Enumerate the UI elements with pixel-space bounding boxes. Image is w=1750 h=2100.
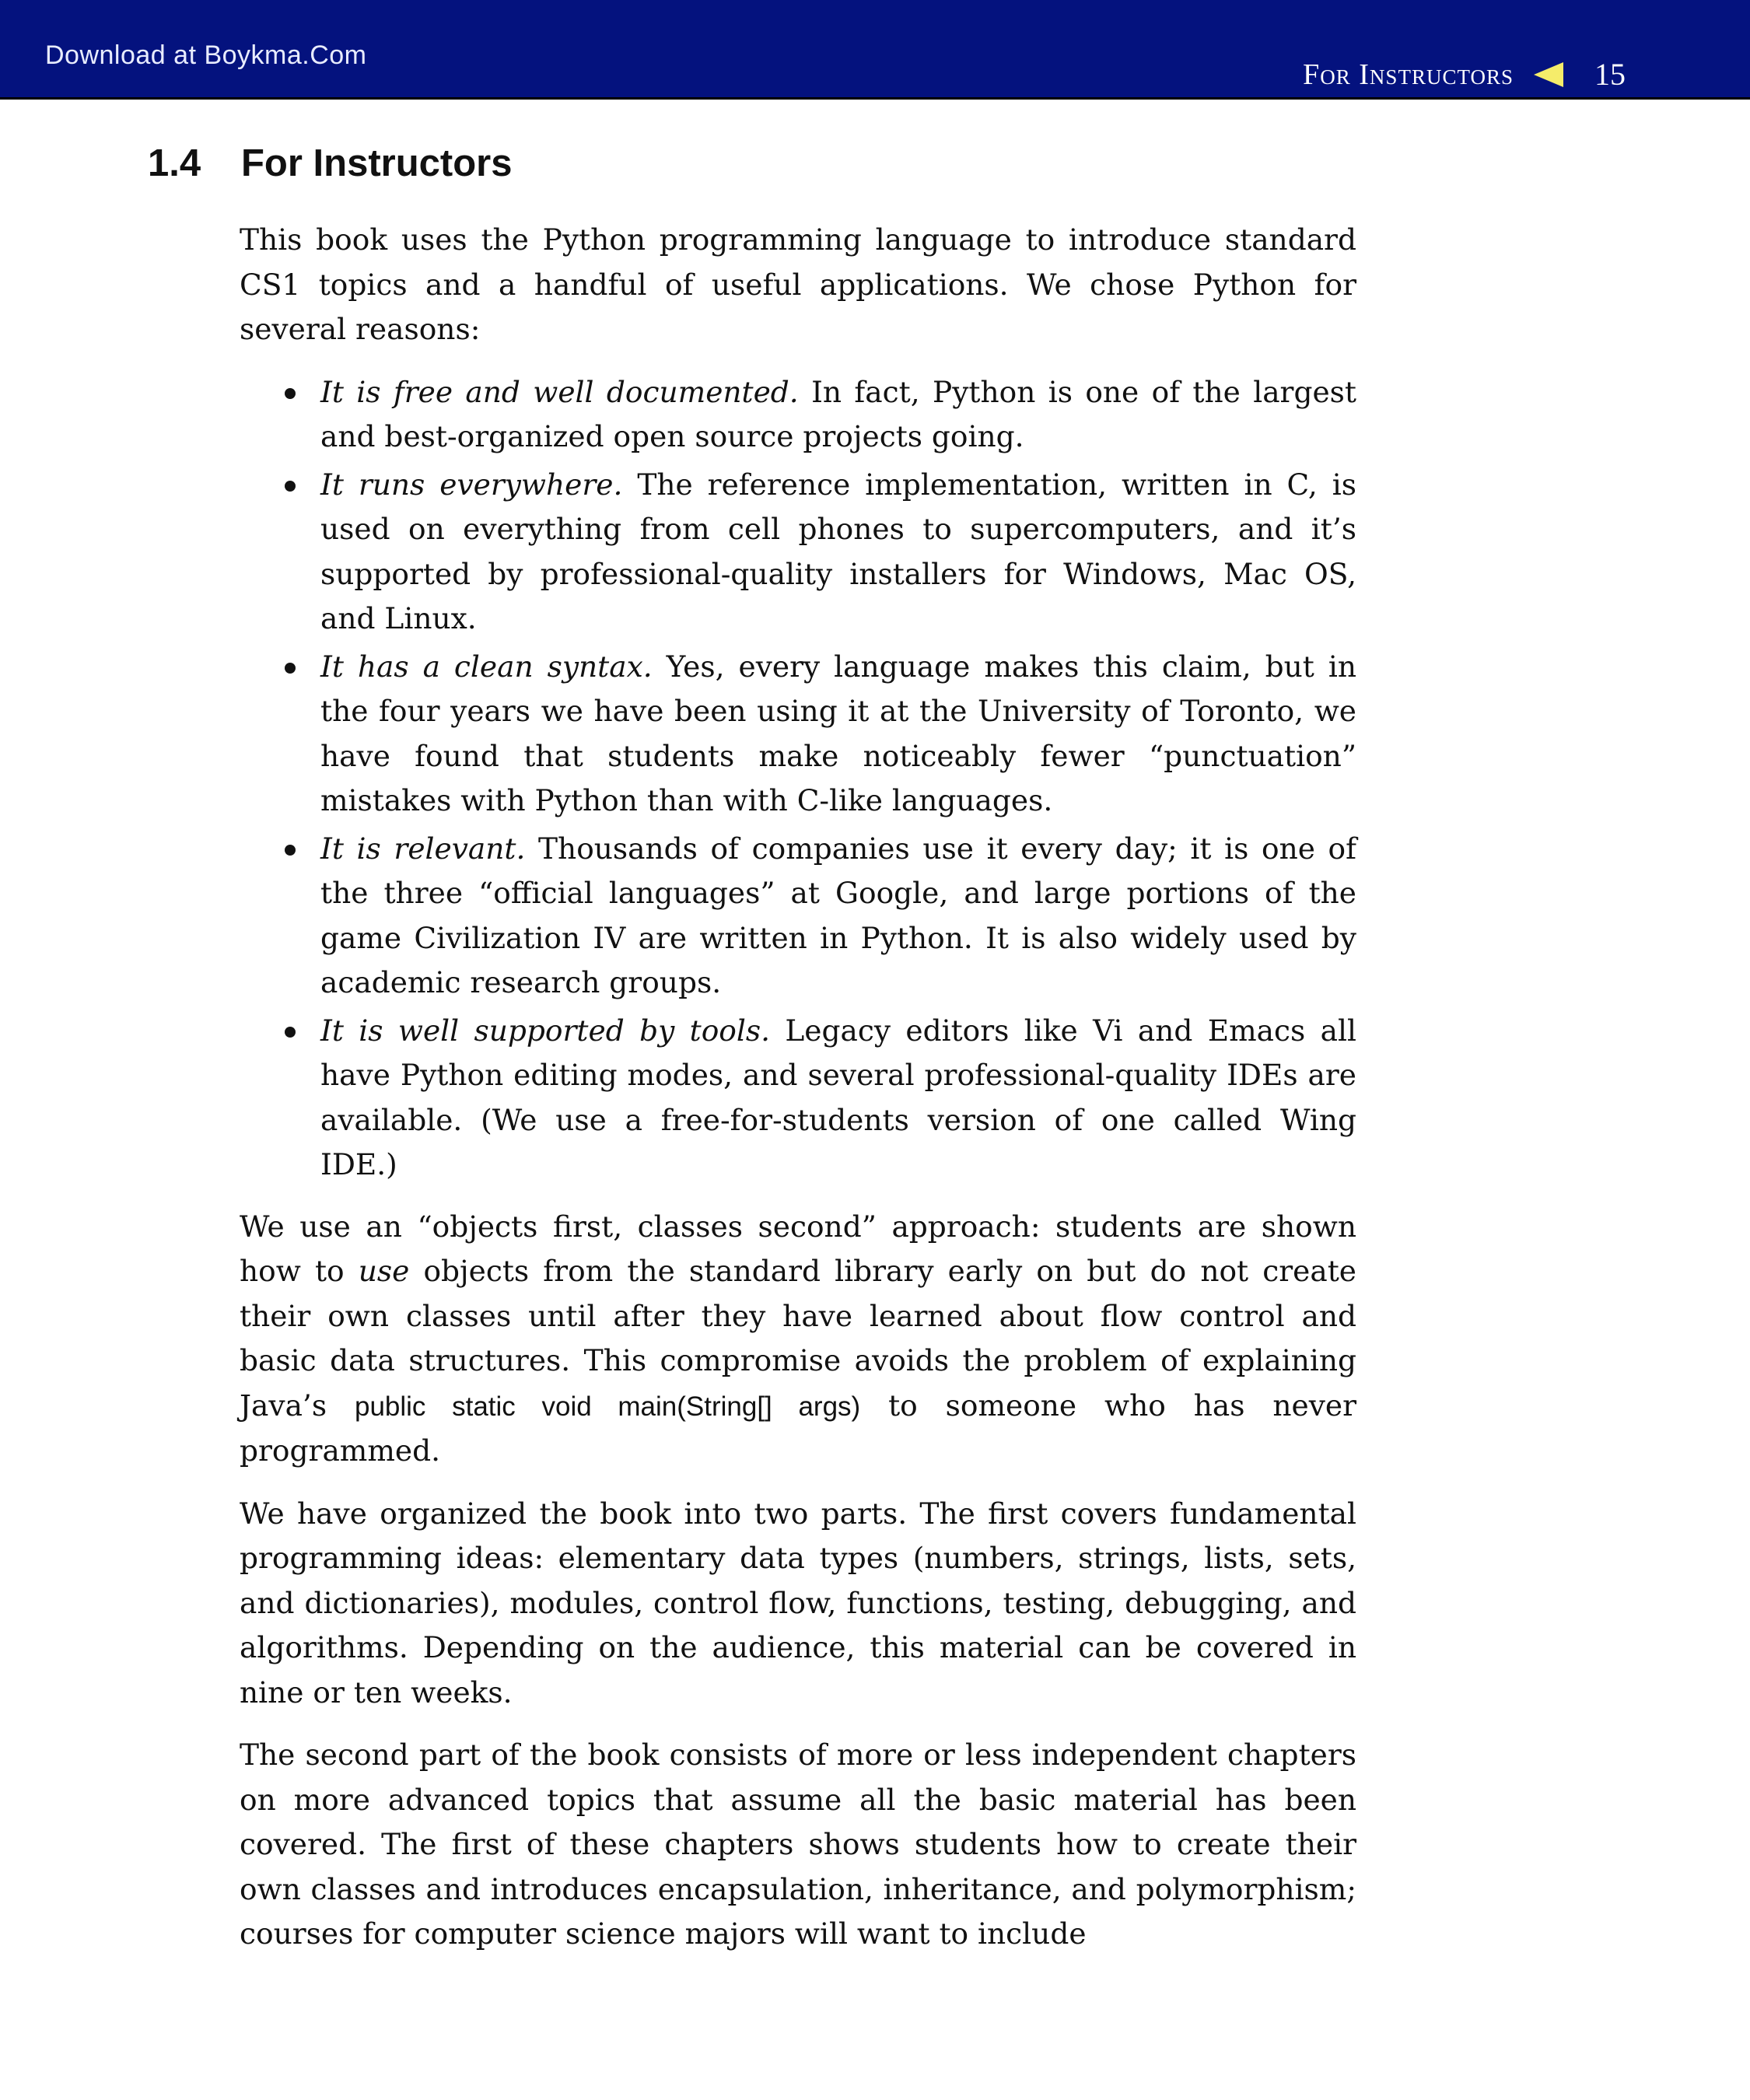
list-item	[320, 370, 1356, 460]
second-part-paragraph: The second part of the book consists of more or less independent chapters on more advanced topics that assume all the basic material has been covered. The first of these chapters shows students how to create their own classes and introduces encapsulation, inheritance, and polymorphism; courses for computer science majors will want to include	[240, 1738, 1356, 1951]
bullet-lead: It runs everywhere.	[320, 467, 623, 502]
objects-first-paragraph	[240, 1205, 1356, 1474]
list-item	[320, 1009, 1356, 1188]
reasons-list	[240, 370, 1356, 1188]
bullet-lead: It is well supported by tools.	[320, 1013, 771, 1048]
list-item	[320, 827, 1356, 1006]
bullet-lead: It has a clean syntax.	[320, 649, 653, 684]
download-watermark: Download at Boykma.Com	[45, 40, 367, 70]
intro-paragraph: This book uses the Python programming language to introduce standard CS1 topics and a handful of useful applications. We chose Python for several reasons:	[240, 222, 1356, 346]
paragraph-text: objects from the standard library early on but do not create their own classes until after they have learned about flow control and basic data structures. This compromise avoids the problem of explaining Java’s	[240, 1254, 1356, 1423]
section-heading	[148, 142, 512, 185]
code-snippet: public static void main(String[] args)	[354, 1391, 861, 1422]
organization-paragraph: We have organized the book into two parts. The first covers fundamental programming ideas: elementary data types (numbers, strings, lists, sets, and dictionaries), modules, control flow, functions, testing, debugging, and algorithms. Depending on the audience, this material can be covered in nine or ten weeks.	[240, 1496, 1356, 1710]
section-title: For Instructors	[241, 142, 513, 184]
body-text	[240, 218, 1356, 1975]
page-number: 15	[1594, 57, 1626, 92]
bullet-lead: It is free and well documented.	[320, 374, 799, 409]
emphasis-use: use	[358, 1254, 410, 1288]
left-arrow-icon	[1534, 62, 1563, 87]
list-item	[320, 645, 1356, 824]
bullet-text: Legacy editors like Vi and Emacs all have Python editing modes, and several professional-quality IDEs are available. (We use a free-for-students version of one called Wing IDE.)	[320, 1013, 1356, 1181]
bullet-icon	[285, 388, 296, 399]
paragraph-text: We use an “objects first, classes second” approach: students are shown how to	[240, 1209, 1356, 1288]
bullet-text: Yes, every language makes this claim, but in the four years we have been using it at the University of Toronto, we have found that students make noticeably fewer “punctuation” mistakes with Python than with C-like languages.	[320, 649, 1356, 817]
bullet-text: In fact, Python is one of the largest and best-organized open source projects going.	[320, 374, 1356, 453]
page-header	[0, 0, 1750, 100]
list-item	[320, 463, 1356, 642]
bullet-icon	[285, 481, 296, 492]
section-number: 1.4	[148, 142, 201, 184]
running-title: For Instructors	[1303, 58, 1514, 91]
bullet-icon	[285, 845, 296, 856]
bullet-icon	[285, 663, 296, 674]
bullet-text: Thousands of companies use it every day; it is one of the three “official languages” at Google, and large portions of the game Civilization IV are written in Python. It is also widely used by academic research groups.	[320, 831, 1357, 999]
bullet-text: The reference implementation, written in C, is used on everything from cell phones to supercomputers, and it’s supported by professional-quality installers for Windows, Mac OS, and Linux.	[320, 467, 1357, 635]
running-head	[1303, 56, 1626, 93]
bullet-lead: It is relevant.	[320, 831, 526, 866]
paragraph-text: to someone who has never programmed.	[240, 1388, 1356, 1468]
bullet-icon	[285, 1027, 296, 1038]
